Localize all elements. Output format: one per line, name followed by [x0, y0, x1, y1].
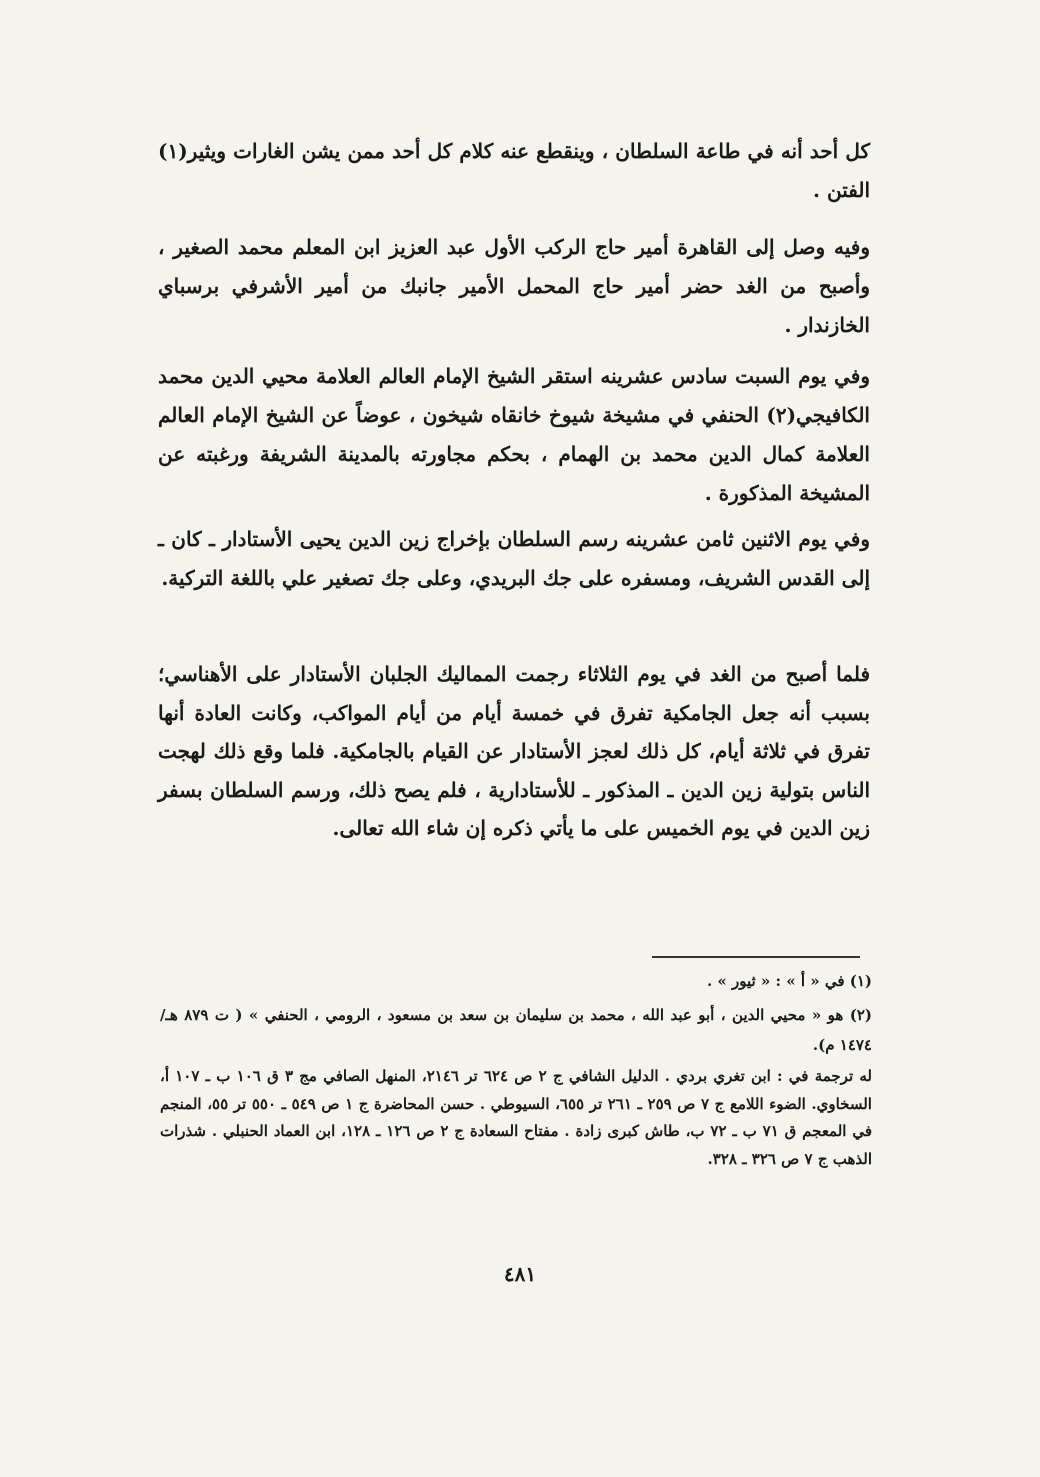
paragraph-3	[158, 357, 870, 513]
footnote-1-text: (١) في « أ » : « ثيور » .	[706, 972, 872, 990]
footnote-1	[160, 966, 872, 996]
footnote-2-detail	[160, 1063, 872, 1173]
paragraph-5-text: فلما أصبح من الغد في يوم الثلاثاء رجمت المماليك الجلبان الأستادار على الأهناسي؛ بسبب أنه جعل الجامكية تفرق في خمسة أيام من أيام المواكب، وكانت العادة أنها تفرق في ثلاثة أيام، كل ذلك لعجز الأستادار عن القيام بالجامكية. فلما وقع ذلك لهجت الناس بتولية زين الدين ـ المذكور ـ للأستادارية ، فلم يصح ذلك، ورسم السلطان بسفر زين الدين في يوم الخميس على ما يأتي ذكره إن شاء الله تعالى.	[158, 662, 870, 840]
paragraph-5	[158, 655, 870, 848]
footnote-2-text: (٢) هو « محيي الدين ، أبو عبد الله ، محمد بن سليمان بن سعد بن مسعود ، الرومي ، الحنفي » ( ت ٨٧٩ هـ/ ١٤٧٤ م).	[160, 1006, 872, 1054]
footnote-2	[160, 1000, 872, 1060]
paragraph-1	[158, 132, 870, 210]
footnote-2-detail-text: له ترجمة في : ابن تغري بردي . الدليل الشافي ج ٢ ص ٦٢٤ تر ٢١٤٦، المنهل الصافي مج ٣ ق ١٠٦ ب ـ ١٠٧ أ، السخاوي. الضوء اللامع ج ٧ ص ٢٥٩ ـ ٢٦١ تر ٦٥٥، السيوطي . حسن المحاضرة ج ١ ص ٥٤٩ ـ ٥٥٠ تر ٥٥، المنجم في المعجم ق ٧١ ب ـ ٧٢ ب، طاش كبرى زادة . مفتاح السعادة ج ٢ ص ١٢٦ ـ ١٢٨، ابن العماد الحنبلي . شذرات الذهب ج ٧ ص ٣٢٦ ـ ٣٢٨.	[160, 1067, 873, 1168]
paragraph-4	[158, 520, 870, 598]
paragraph-2	[158, 228, 870, 345]
paragraph-1-text: كل أحد أنه في طاعة السلطان ، وينقطع عنه كلام كل أحد ممن يشن الغارات ويثير(١) الفتن .	[158, 139, 870, 202]
paragraph-4-text: وفي يوم الاثنين ثامن عشرينه رسم السلطان بإخراج زين الدين يحيى الأستادار ـ كان ـ إلى القدس الشريف، ومسفره على جك البريدي، وعلى جك تصغير علي باللغة التركية.	[158, 527, 870, 590]
footnote-divider	[652, 956, 860, 958]
paragraph-2-text: وفيه وصل إلى القاهرة أمير حاج الركب الأول عبد العزيز ابن المعلم محمد الصغير ، وأصبح من الغد حضر أمير حاج المحمل الأمير جانبك من أمير الأشرفي برسباي الخازندار .	[158, 235, 870, 337]
paragraph-3-text: وفي يوم السبت سادس عشرينه استقر الشيخ الإمام العالم العلامة محيي الدين محمد الكافيجي(٢) الحنفي في مشيخة شيوخ خانقاه شيخون ، عوضاً عن الشيخ الإمام العالم العلامة كمال الدين محمد بن الهمام ، بحكم مجاورته بالمدينة الشريفة ورغبته عن المشيخة المذكورة .	[158, 364, 870, 505]
page-number: ٤٨١	[503, 1262, 537, 1286]
